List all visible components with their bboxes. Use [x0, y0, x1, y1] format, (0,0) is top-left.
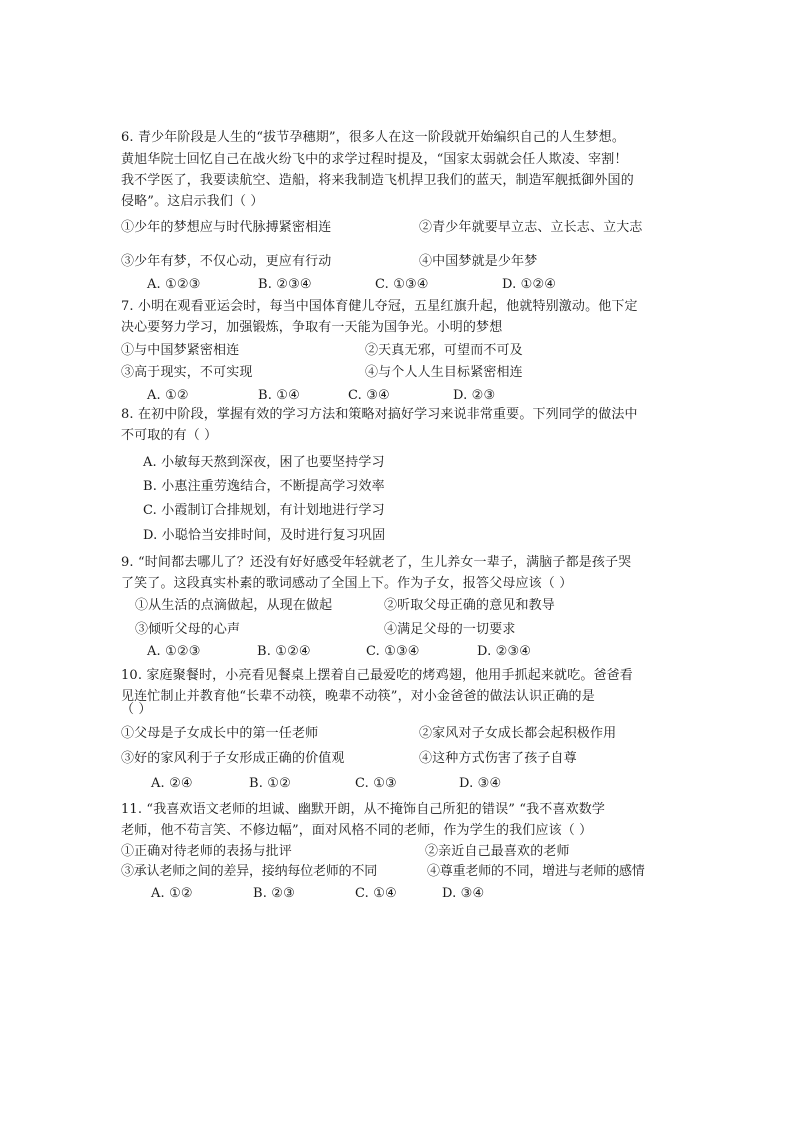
q6-item: ②青少年就要早立志、立长志、立大志: [419, 220, 643, 235]
q7-option-b: B. ①④: [258, 388, 300, 403]
q7-item: ③高于现实，不可实现: [121, 365, 253, 380]
q6-option-c: C. ①③④: [375, 277, 429, 292]
q6-item: ④中国梦就是少年梦: [419, 254, 538, 269]
q7-item: ④与个人人生目标紧密相连: [365, 365, 523, 380]
q11-option-d: D. ③④: [442, 886, 485, 901]
q6-stem-line: 侵略”。这启示我们（ ）: [121, 194, 264, 209]
q7-option-c: C. ③④: [348, 388, 390, 403]
q10-stem-line: 见连忙制止并教育他“长辈不动筷，晚辈不动筷”，对小金爸爸的做法认识正确的是: [121, 689, 595, 704]
q9-option-b: B. ①②④: [257, 644, 311, 659]
q9-item: ④满足父母的一切要求: [384, 622, 516, 637]
q11-stem-line: 老师，他不苟言笑、不修边幅”，面对风格不同的老师，作为学生的我们应该（ ）: [121, 823, 593, 838]
q10-option-a: A. ②④: [151, 776, 193, 791]
q11-option-c: C. ①④: [355, 886, 397, 901]
q10-item: ②家风对子女成长都会起积极作用: [419, 726, 617, 741]
q10-option-d: D. ③④: [459, 776, 502, 791]
q8-option-c: C. 小霞制订合排规划，有计划地进行学习: [143, 503, 385, 518]
q6-option-d: D. ①②④: [502, 277, 557, 292]
q6-stem-line: 6. 青少年阶段是人生的“拔节孕穗期”，很多人在这一阶段就开始编织自己的人生梦想。: [121, 130, 625, 145]
q9-option-a: A. ①②③: [147, 644, 201, 659]
q8-stem-line: 不可取的有（ ）: [121, 428, 218, 443]
q10-stem-line: 10. 家庭聚餐时，小亮看见餐桌上摆着自己最爱吃的烤鸡翅，他用手抓起来就吃。爸爸看: [121, 668, 633, 683]
q9-item: ①从生活的点滴做起，从现在做起: [135, 598, 333, 613]
q11-item: ①正确对待老师的表扬与批评: [121, 844, 292, 859]
q8-option-a: A. 小敏每天熬到深夜，困了也要坚持学习: [143, 455, 385, 470]
q10-item: ④这种方式伤害了孩子自尊: [419, 751, 577, 766]
q9-option-c: C. ①③④: [366, 644, 420, 659]
q11-item: ③承认老师之间的差异，接纳每位老师的不同: [121, 864, 378, 879]
q6-item: ①少年的梦想应与时代脉搏紧密相连: [121, 220, 332, 235]
q7-option-d: D. ②③: [453, 388, 496, 403]
q6-option-b: B. ②③④: [258, 277, 312, 292]
q8-option-b: B. 小惠注重劳逸结合，不断提高学习效率: [143, 479, 385, 494]
q11-stem-line: 11. “我喜欢语文老师的坦诚、幽默开朗，从不掩饰自己所犯的错误” “我不喜欢数学: [121, 802, 606, 817]
q7-stem-line: 7. 小明在观看亚运会时，每当中国体育健儿夺冠，五星红旗升起，他就特别激动。他下定: [121, 299, 638, 314]
q6-option-a: A. ①②③: [147, 277, 201, 292]
q11-item: ④尊重老师的不同，增进与老师的感情: [427, 864, 645, 879]
q8-option-d: D. 小聪恰当安排时间，及时进行复习巩固: [143, 528, 386, 543]
q10-option-b: B. ①②: [249, 776, 291, 791]
q7-stem-line: 决心要努力学习，加强锻炼，争取有一天能为国争光。小明的梦想: [121, 320, 503, 335]
q9-item: ③倾听父母的心声: [135, 622, 241, 637]
q7-item: ②天真无邪，可望而不可及: [365, 343, 523, 358]
q11-item: ②亲近自己最喜欢的老师: [425, 844, 570, 859]
q8-stem-line: 8. 在初中阶段，掌握有效的学习方法和策略对搞好学习来说非常重要。下列同学的做法中: [121, 407, 638, 422]
q7-option-a: A. ①②: [147, 388, 189, 403]
q9-item: ②听取父母正确的意见和教导: [384, 598, 555, 613]
q10-item: ③好的家风利于子女形成正确的价值观: [121, 751, 345, 766]
q6-stem-line: 黄旭华院士回忆自己在战火纷飞中的求学过程时提及，“国家太弱就会任人欺凌、宰割！: [121, 152, 628, 167]
q10-item: ①父母是子女成长中的第一任老师: [121, 726, 319, 741]
q6-stem-line: 我不学医了，我要读航空、造船，将来我制造飞机捍卫我们的蓝天，制造军舰抵御外国的: [121, 173, 634, 188]
q9-option-d: D. ②③④: [477, 644, 532, 659]
q6-item: ③少年有梦，不仅心动，更应有行动: [121, 254, 332, 269]
q10-stem-line: （ ）: [121, 702, 152, 717]
q9-stem-line: 9. “时间都去哪儿了？还没有好好感受年轻就老了，生儿养女一辈子，满脑子都是孩子哭: [121, 555, 632, 570]
q11-option-b: B. ②③: [253, 886, 295, 901]
q9-stem-line: 了笑了。这段真实朴素的歌词感动了全国上下。作为子女，报答父母应该（ ）: [121, 576, 573, 591]
q7-item: ①与中国梦紧密相连: [121, 343, 240, 358]
q11-option-a: A. ①②: [151, 886, 193, 901]
q10-option-c: C. ①③: [355, 776, 397, 791]
